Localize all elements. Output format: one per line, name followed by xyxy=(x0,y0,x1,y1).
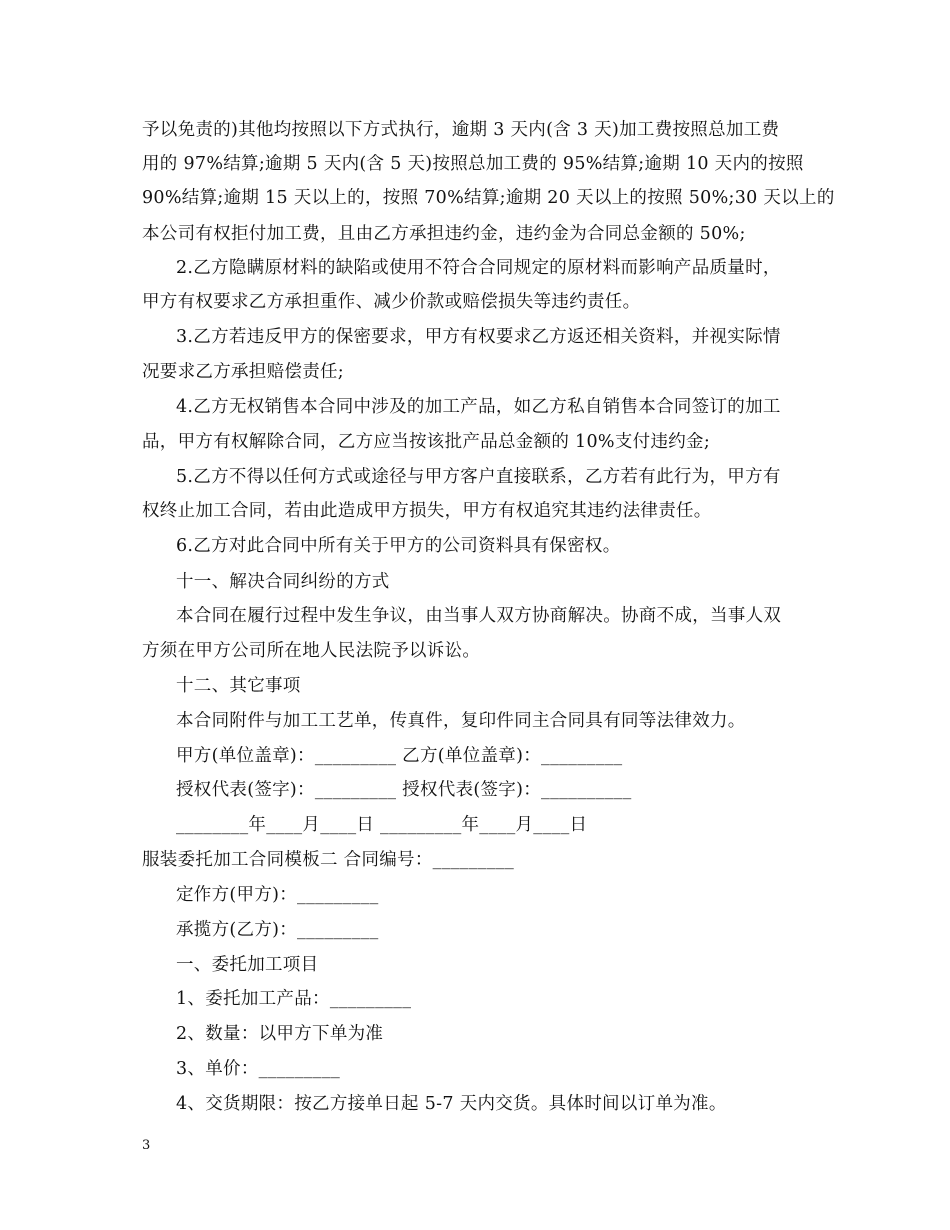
item-product: 1、委托加工产品：_________ xyxy=(176,989,412,1009)
section-heading-11: 十一、解决合同纠纷的方式 xyxy=(176,572,390,592)
item-unit-price: 3、单价：_________ xyxy=(176,1059,341,1079)
page-number: 3 xyxy=(142,1138,151,1153)
paragraph-line: 本公司有权拒付加工费，且由乙方承担违约金，违约金为合同总金额的 50%; xyxy=(142,224,746,244)
paragraph-line: 方须在甲方公司所在地人民法院予以诉讼。 xyxy=(142,641,481,661)
paragraph-line: 本合同附件与加工工艺单，传真件，复印件同主合同具有同等法律效力。 xyxy=(176,711,746,731)
paragraph-line: 品，甲方有权解除合同，乙方应当按该批产品总金额的 10%支付违约金; xyxy=(142,432,711,452)
signature-date-line: ________年____月____日 _________年____月____日 xyxy=(176,815,588,835)
clause-2: 2.乙方隐瞒原材料的缺陷或使用不符合合同规定的原材料而影响产品质量时， xyxy=(176,258,781,278)
paragraph-line: 甲方有权要求乙方承担重作、减少价款或赔偿损失等违约责任。 xyxy=(142,292,641,312)
item-delivery: 4、交货期限：按乙方接单日起 5-7 天内交货。具体时间以订单为准。 xyxy=(176,1094,727,1114)
party-a-line: 定作方(甲方)：_________ xyxy=(176,885,379,905)
clause-4: 4.乙方无权销售本合同中涉及的加工产品，如乙方私自销售本合同签订的加工 xyxy=(176,397,781,417)
clause-3: 3.乙方若违反甲方的保密要求，甲方有权要求乙方返还相关资料，并视实际情 xyxy=(176,327,781,347)
party-b-line: 承揽方(乙方)：_________ xyxy=(176,920,379,940)
paragraph-line: 90%结算;逾期 15 天以上的，按照 70%结算;逾期 20 天以上的按照 50%;30 天以上的 xyxy=(142,188,835,208)
signature-rep-line: 授权代表(签字)：_________ 授权代表(签字)：__________ xyxy=(176,780,632,800)
signature-seal-line: 甲方(单位盖章)：_________ 乙方(单位盖章)：_________ xyxy=(176,746,623,766)
paragraph-line: 本合同在履行过程中发生争议，由当事人双方协商解决。协商不成，当事人双 xyxy=(176,606,782,626)
paragraph-line: 况要求乙方承担赔偿责任; xyxy=(142,362,344,382)
section-heading-1: 一、委托加工项目 xyxy=(176,955,319,975)
clause-6: 6.乙方对此合同中所有关于甲方的公司资料具有保密权。 xyxy=(176,536,621,556)
item-quantity: 2、数量：以甲方下单为准 xyxy=(176,1024,384,1044)
section-heading-12: 十二、其它事项 xyxy=(176,676,301,696)
paragraph-line: 权终止加工合同，若由此造成甲方损失，甲方有权追究其违约法律责任。 xyxy=(142,501,712,521)
paragraph-line: 予以免责的)其他均按照以下方式执行，逾期 3 天内(含 3 天)加工费按照总加工费 xyxy=(142,120,780,140)
paragraph-line: 用的 97%结算;逾期 5 天内(含 5 天)按照总加工费的 95%结算;逾期 10 天内的按照 xyxy=(142,154,804,174)
template-title: 服装委托加工合同模板二 合同编号：_________ xyxy=(142,850,515,870)
clause-5: 5.乙方不得以任何方式或途径与甲方客户直接联系，乙方若有此行为，甲方有 xyxy=(176,467,781,487)
